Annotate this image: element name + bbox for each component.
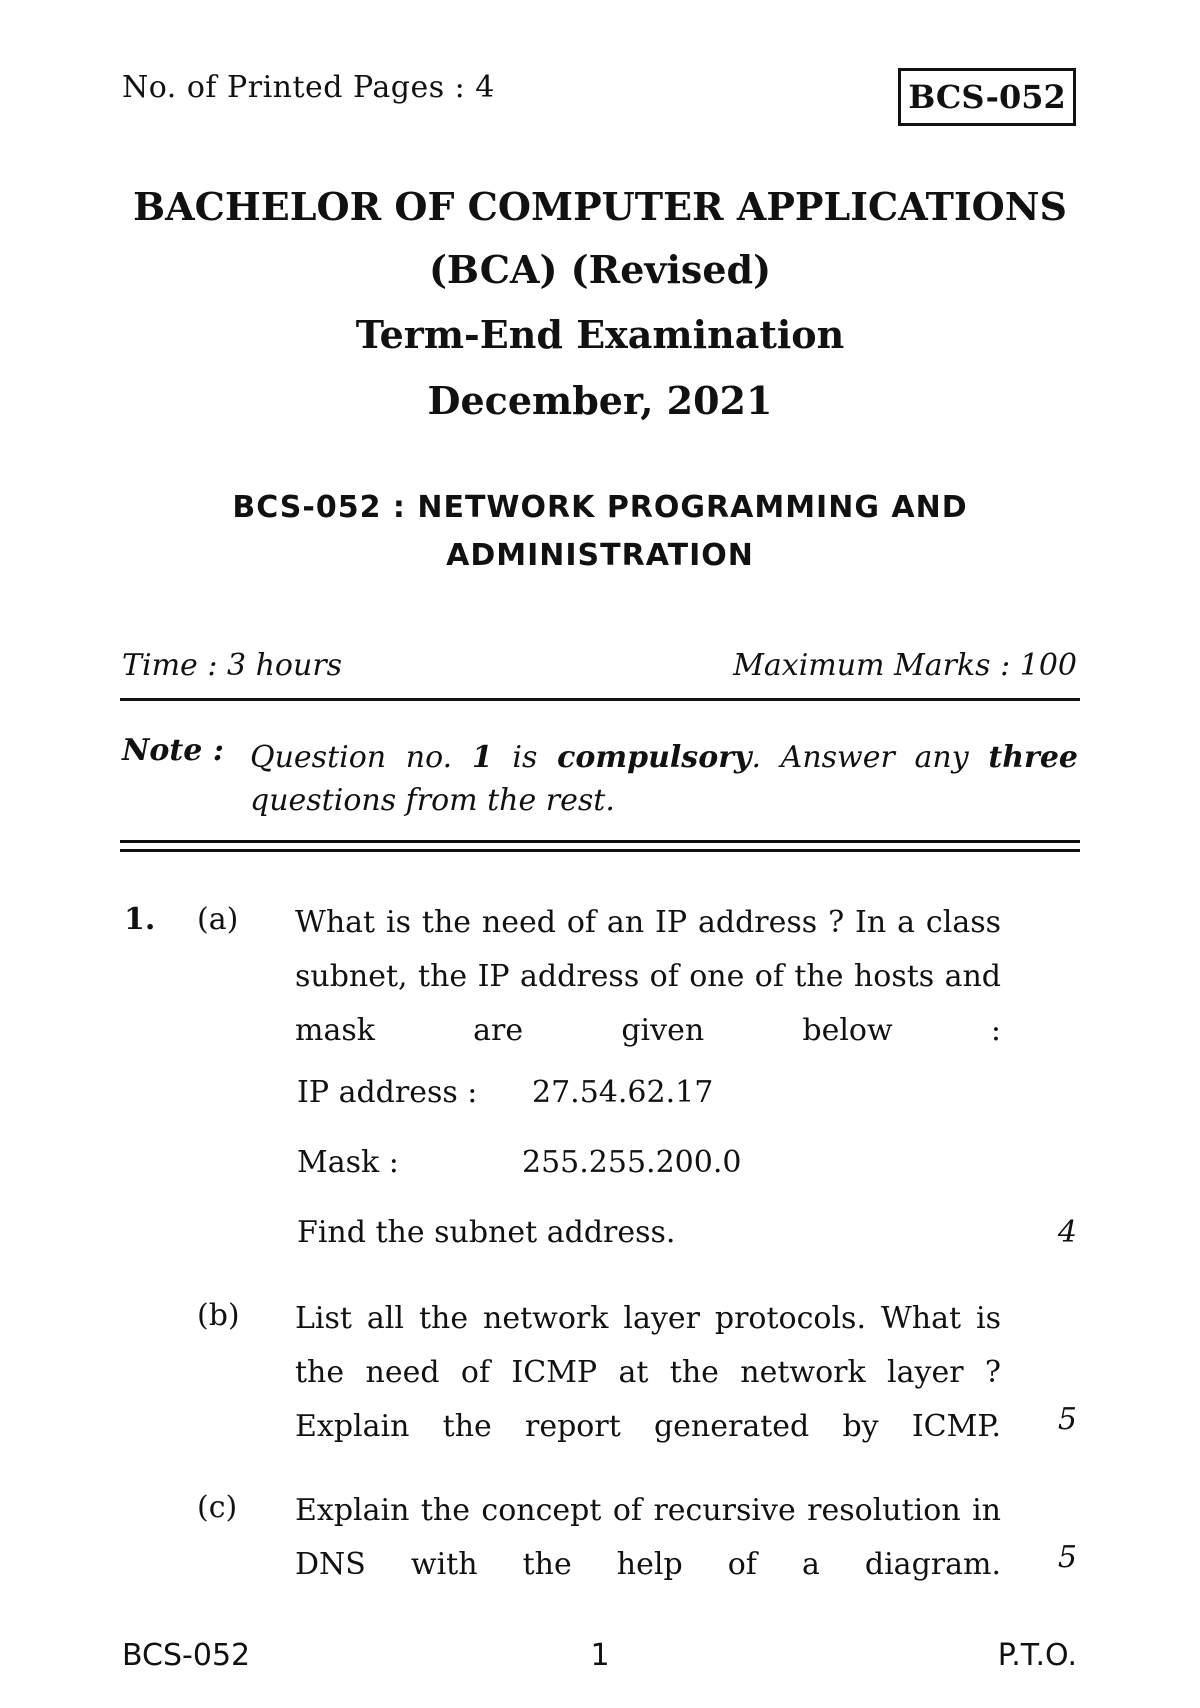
mask-label: Mask : [297, 1145, 399, 1180]
ip-address-value: 27.54.62.17 [532, 1075, 714, 1110]
programme-subtitle: (BCA) (Revised) [428, 247, 772, 292]
part-b-text: List all the network layer protocols. What is the need of ICMP at the network layer ? Explain the report generated by ICMP. [295, 1301, 1001, 1444]
page-number: 1 [590, 1638, 610, 1673]
part-c-marks: 5 [1057, 1540, 1077, 1575]
note-fragment: . Answer any [751, 740, 989, 775]
course-title-line1: BCS-052 : NETWORK PROGRAMMING AND [232, 490, 968, 525]
exam-date: December, 2021 [427, 378, 773, 423]
question-number: 1. [124, 902, 156, 937]
divider-rule [120, 698, 1080, 701]
course-title-line2: ADMINISTRATION [446, 538, 754, 573]
part-a-marks: 4 [1057, 1215, 1077, 1250]
double-rule-bottom [120, 849, 1080, 852]
part-a-label: (a) [197, 902, 239, 937]
exam-time: Time : 3 hours [122, 648, 343, 683]
please-turn-over: P.T.O. [997, 1638, 1077, 1673]
printed-pages-count: No. of Printed Pages : 4 [122, 70, 495, 105]
part-b-marks: 5 [1057, 1402, 1077, 1437]
note-fragment: is [492, 740, 558, 775]
footer-paper-code: BCS-052 [122, 1638, 251, 1673]
note-text-line2: questions from the rest. [250, 783, 615, 818]
note-three: three [988, 740, 1078, 775]
part-c-label: (c) [197, 1490, 238, 1525]
paper-code-box: BCS-052 [898, 68, 1076, 126]
note-text-line1 [250, 733, 1078, 783]
mask-value: 255.255.200.0 [522, 1145, 742, 1180]
programme-title: BACHELOR OF COMPUTER APPLICATIONS [133, 184, 1067, 229]
note-compulsory: compulsory [557, 740, 752, 775]
ip-address-label: IP address : [297, 1075, 478, 1110]
part-a-task: Find the subnet address. [297, 1215, 676, 1250]
note-fragment: Question no. [250, 740, 472, 775]
part-c-text: Explain the concept of recursive resolution in DNS with the help of a diagram. [295, 1493, 1001, 1582]
maximum-marks: Maximum Marks : 100 [733, 648, 1077, 683]
exam-title: Term-End Examination [355, 312, 845, 357]
note-label: Note : [122, 733, 224, 768]
part-b-label: (b) [197, 1298, 240, 1333]
part-a-text: What is the need of an IP address ? In a class subnet, the IP address of one of the hosts and mask are given below : [295, 905, 1001, 1048]
note-question-number: 1 [471, 740, 493, 775]
double-rule-top [120, 840, 1080, 843]
